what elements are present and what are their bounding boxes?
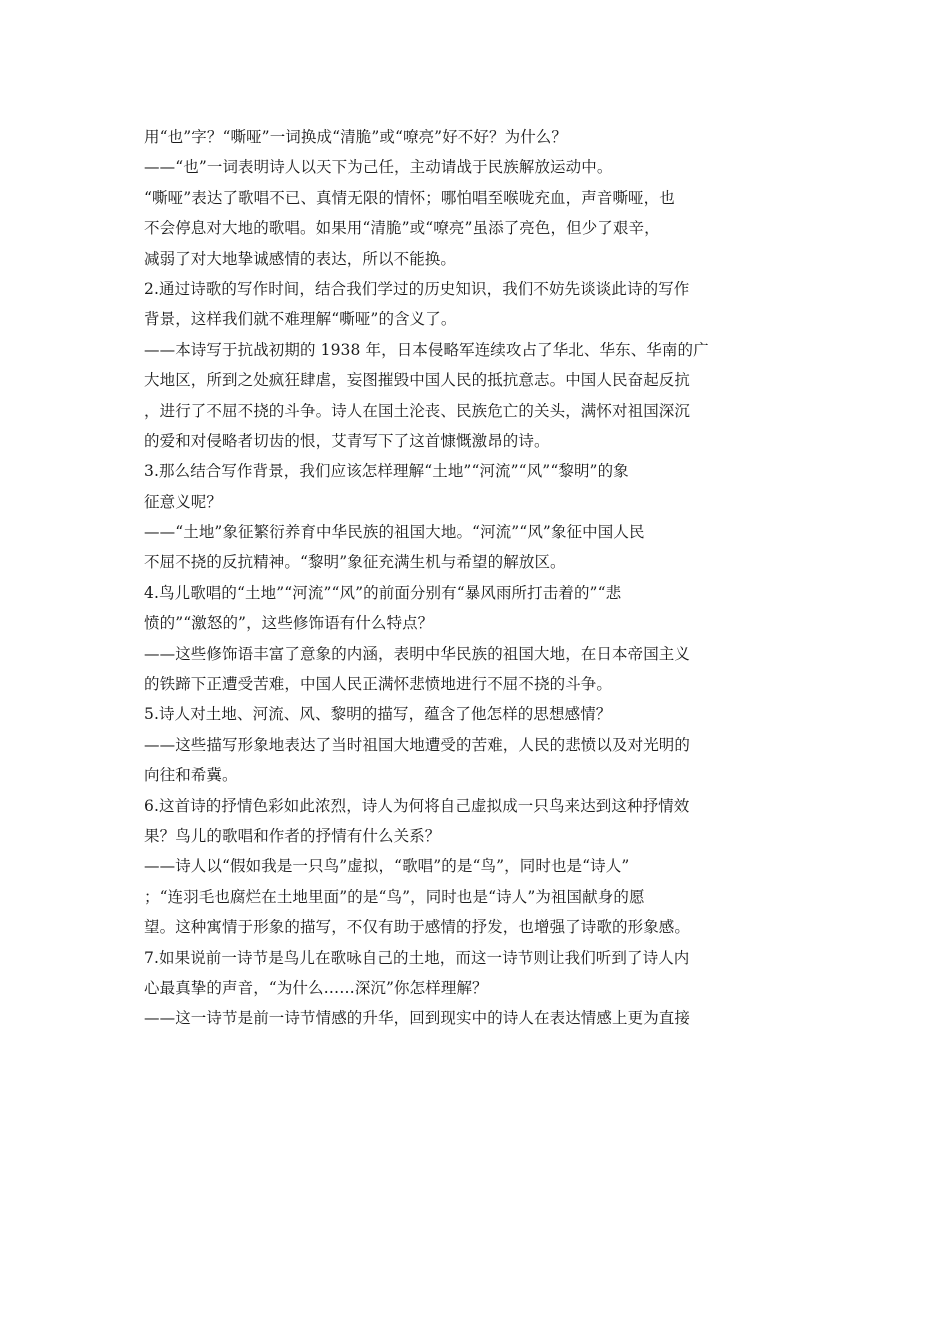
answer-line: ；“连羽毛也腐烂在土地里面”的是“鸟”，同时也是“诗人”为祖国献身的愿: [144, 887, 645, 906]
answer-line: 的爱和对侵略者切齿的恨，艾青写下了这首慷慨激昂的诗。: [144, 431, 550, 450]
question-line: 3.那么结合写作背景，我们应该怎样理解“土地”“河流”“风”“黎明”的象: [144, 462, 629, 481]
text-line: “嘶哑”表达了歌唱不已、真情无限的情怀；哪怕唱至喉咙充血，声音嘶哑，也: [144, 188, 675, 207]
question-line: 6.这首诗的抒情色彩如此浓烈，诗人为何将自己虚拟成一只鸟来达到这种抒情效: [144, 796, 690, 815]
answer-line: ——本诗写于抗战初期的 1938 年，日本侵略军连续攻占了华北、华东、华南的广: [144, 340, 709, 359]
question-line: 2.通过诗歌的写作时间，结合我们学过的历史知识，我们不妨先谈谈此诗的写作: [144, 279, 690, 298]
question-line: 心最真挚的声音，“为什么……深沉”你怎样理解？: [144, 978, 488, 997]
question-line: 征意义呢？: [144, 492, 223, 511]
answer-line: 向往和希冀。: [144, 766, 238, 785]
question-line: 5.诗人对土地、河流、风、黎明的描写，蕴含了他怎样的思想感情？: [144, 705, 612, 724]
answer-line: 大地区，所到之处疯狂肆虐，妄图摧毁中国人民的抵抗意志。中国人民奋起反抗: [144, 371, 691, 390]
answer-line: ，进行了不屈不挠的斗争。诗人在国土沦丧、民族危亡的关头，满怀对祖国深沉: [144, 401, 691, 420]
answer-line: ——这些修饰语丰富了意象的内涵，表明中华民族的祖国大地，在日本帝国主义: [144, 644, 691, 663]
answer-line: 望。这种寓情于形象的描写，不仅有助于感情的抒发，也增强了诗歌的形象感。: [144, 918, 691, 937]
question-line: 7.如果说前一诗节是鸟儿在歌咏自己的土地，而这一诗节则让我们听到了诗人内: [144, 948, 690, 967]
answer-line: 不屈不挠的反抗精神。“黎明”象征充满生机与希望的解放区。: [144, 553, 566, 572]
answer-line: 的铁蹄下正遭受苦难，中国人民正满怀悲愤地进行不屈不挠的斗争。: [144, 675, 613, 694]
question-line: 愤的”“激怒的”，这些修饰语有什么特点？: [144, 614, 434, 633]
text-line: 减弱了对大地挚诚感情的表达，所以不能换。: [144, 249, 457, 268]
answer-line: ——“土地”象征繁衍养育中华民族的祖国大地。“河流”“风”象征中国人民: [144, 523, 645, 542]
document-body: [144, 122, 734, 1034]
text-line: 用“也”字？“嘶哑”一词换成“清脆”或“嘹亮”好不好？为什么？: [144, 128, 567, 146]
answer-line: ——诗人以“假如我是一只鸟”虚拟，“歌唱”的是“鸟”，同时也是“诗人”: [144, 857, 630, 876]
question-line: 背景，这样我们就不难理解“嘶哑”的含义了。: [144, 310, 457, 329]
question-line: 果？鸟儿的歌唱和作者的抒情有什么关系？: [144, 826, 441, 845]
text-line: 不会停息对大地的歌唱。如果用“清脆”或“嘹亮”虽添了亮色，但少了艰辛，: [144, 219, 660, 238]
text-line: ——“也”一词表明诗人以天下为己任，主动请战于民族解放运动中。: [144, 158, 613, 177]
answer-line: ——这一诗节是前一诗节情感的升华，回到现实中的诗人在表达情感上更为直接: [144, 1009, 691, 1028]
question-line: 4.鸟儿歌唱的“土地”“河流”“风”的前面分别有“暴风雨所打击着的”“悲: [144, 583, 622, 602]
answer-line: ——这些描写形象地表达了当时祖国大地遭受的苦难，人民的悲愤以及对光明的: [144, 735, 691, 754]
